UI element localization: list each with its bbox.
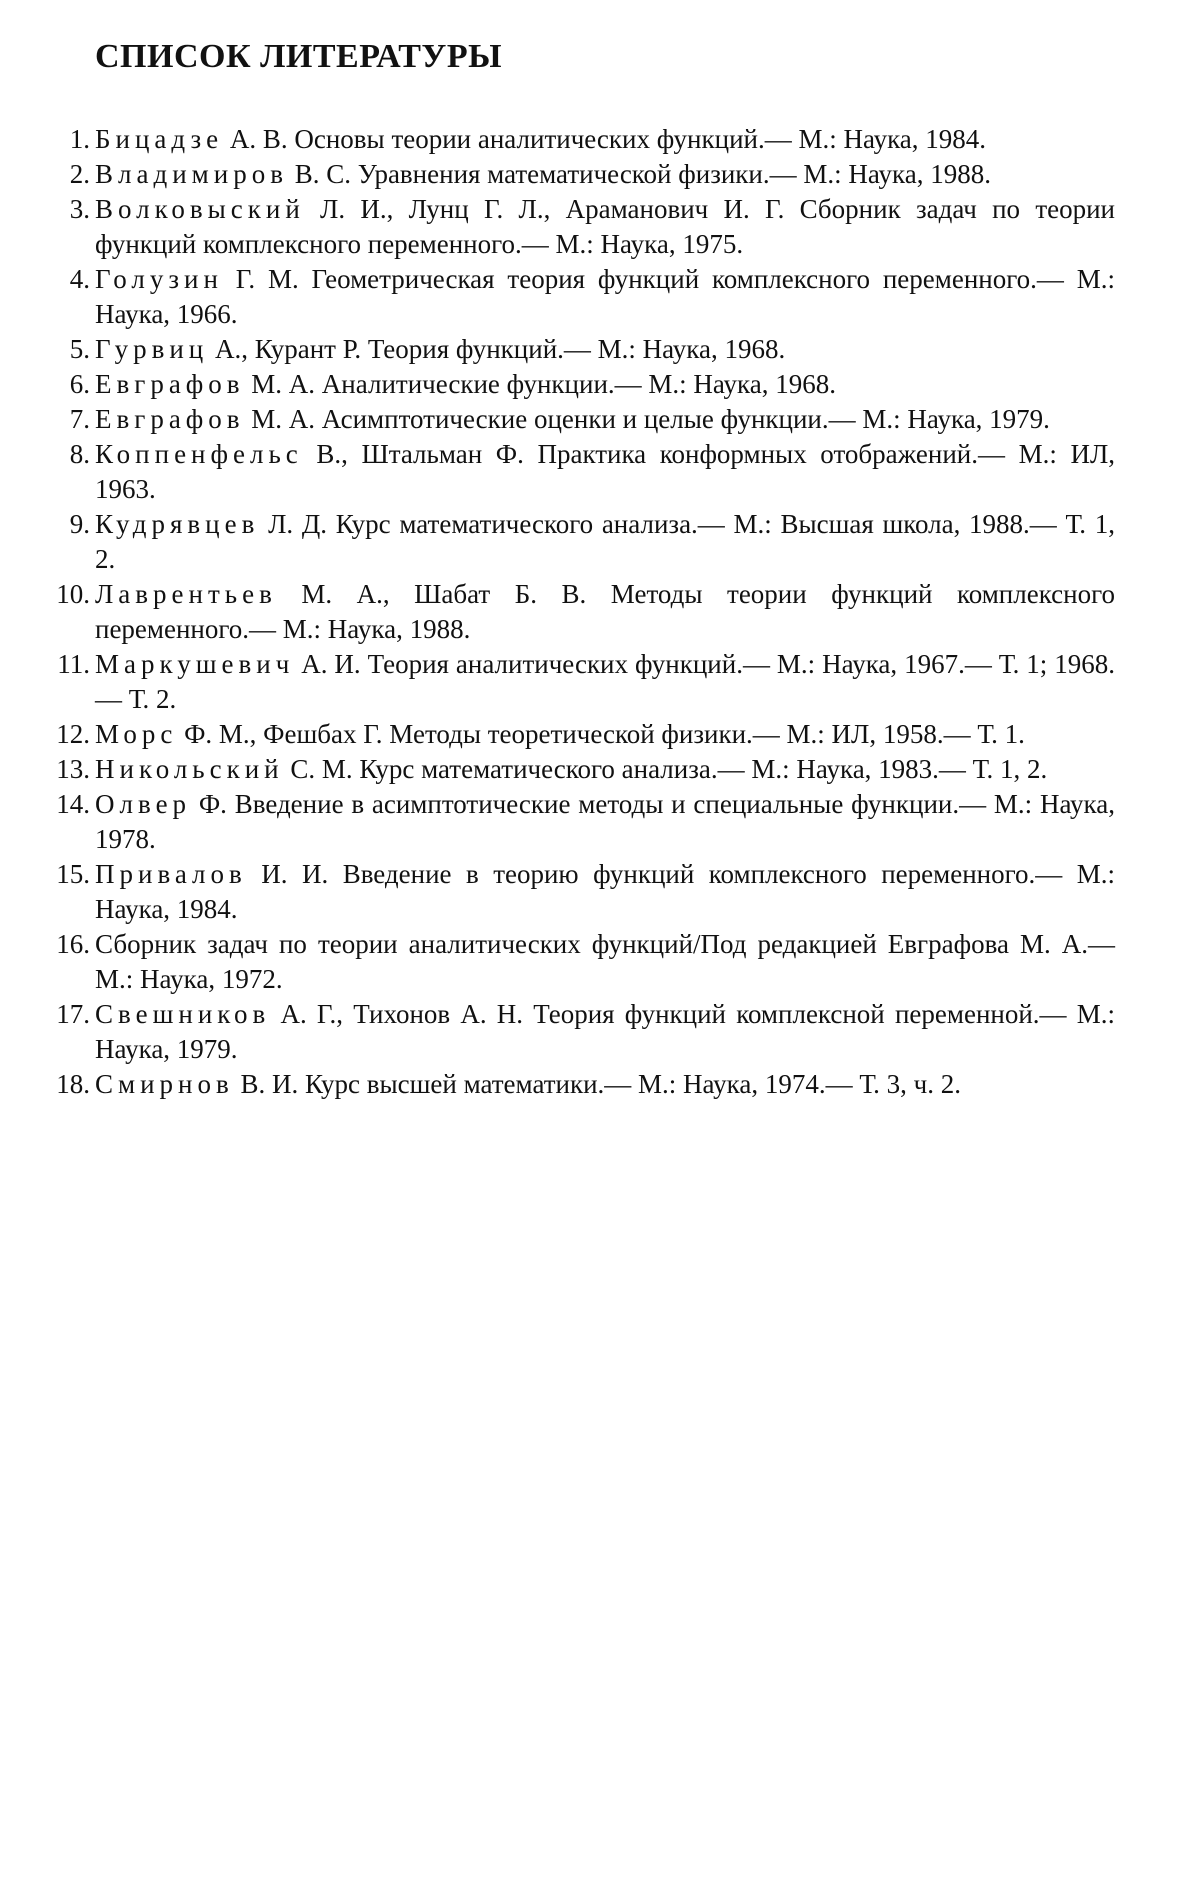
page-title: СПИСОК ЛИТЕРАТУРЫ (95, 38, 502, 76)
reference-number: 6. (40, 367, 90, 402)
reference-text: М. А., Шабат Б. В. Методы теории функций комплексного переменного.— М.: Наука, 1988. (95, 579, 1115, 644)
reference-author: Евграфов (95, 404, 245, 434)
reference-number: 8. (40, 437, 90, 472)
reference-item (40, 157, 1115, 192)
reference-list (40, 122, 1115, 1102)
reference-author: Бицадзе (95, 124, 223, 154)
reference-text: Сборник задач по теории аналитических функций/Под редакцией Евграфова М. А.— М.: Наука, 1972. (95, 929, 1115, 994)
reference-author: Свешников (95, 999, 270, 1029)
reference-item (40, 332, 1115, 367)
reference-text: С. М. Курс математического анализа.— М.: Наука, 1983.— Т. 1, 2. (290, 754, 1047, 784)
reference-number: 7. (40, 402, 90, 437)
reference-text: В. С. Уравнения математической физики.— М.: Наука, 1988. (295, 159, 991, 189)
reference-text: В., Штальман Ф. Практика конформных отображений.— М.: ИЛ, 1963. (95, 439, 1115, 504)
page (0, 0, 1200, 1899)
reference-item (40, 787, 1115, 857)
reference-number: 18. (40, 1067, 90, 1102)
reference-number: 17. (40, 997, 90, 1032)
reference-item (40, 367, 1115, 402)
reference-text: М. А. Аналитические функции.— М.: Наука, 1968. (251, 369, 836, 399)
reference-item (40, 927, 1115, 997)
reference-author: Привалов (95, 859, 247, 889)
reference-item (40, 752, 1115, 787)
reference-number: 9. (40, 507, 90, 542)
reference-author: Гурвиц (95, 334, 208, 364)
reference-author: Олвер (95, 789, 191, 819)
reference-author: Смирнов (95, 1069, 234, 1099)
reference-text: А. И. Теория аналитических функций.— М.: Наука, 1967.— Т. 1; 1968.— Т. 2. (95, 649, 1115, 714)
reference-number: 5. (40, 332, 90, 367)
reference-number: 15. (40, 857, 90, 892)
reference-text: А. Г., Тихонов А. Н. Теория функций комплексной переменной.— М.: Наука, 1979. (95, 999, 1115, 1064)
reference-text: М. А. Асимптотические оценки и целые функции.— М.: Наука, 1979. (251, 404, 1050, 434)
reference-number: 4. (40, 262, 90, 297)
reference-author: Морс (95, 719, 177, 749)
reference-text: Л. Д. Курс математического анализа.— М.: Высшая школа, 1988.— Т. 1, 2. (95, 509, 1115, 574)
reference-number: 10. (40, 577, 90, 612)
reference-number: 3. (40, 192, 90, 227)
reference-item (40, 192, 1115, 262)
reference-author: Никольский (95, 754, 284, 784)
reference-item (40, 122, 1115, 157)
reference-number: 11. (40, 647, 90, 682)
reference-author: Маркушевич (95, 649, 294, 679)
reference-number: 2. (40, 157, 90, 192)
reference-number: 14. (40, 787, 90, 822)
reference-text: Ф. Введение в асимптотические методы и специальные функции.— М.: Наука, 1978. (95, 789, 1115, 854)
reference-number: 12. (40, 717, 90, 752)
reference-text: Г. М. Геометрическая теория функций комплексного переменного.— М.: Наука, 1966. (95, 264, 1115, 329)
reference-number: 13. (40, 752, 90, 787)
reference-item (40, 577, 1115, 647)
reference-text: Л. И., Лунц Г. Л., Араманович И. Г. Сборник задач по теории функций комплексного переменного.— М.: Наука, 1975. (95, 194, 1115, 259)
reference-number: 16. (40, 927, 90, 962)
reference-item (40, 857, 1115, 927)
reference-item (40, 402, 1115, 437)
reference-author: Голузин (95, 264, 223, 294)
reference-number: 1. (40, 122, 90, 157)
reference-text: Ф. М., Фешбах Г. Методы теоретической физики.— М.: ИЛ, 1958.— Т. 1. (184, 719, 1025, 749)
reference-text: И. И. Введение в теорию функций комплексного переменного.— М.: Наука, 1984. (95, 859, 1115, 924)
reference-item (40, 997, 1115, 1067)
reference-item (40, 1067, 1115, 1102)
reference-item (40, 262, 1115, 332)
reference-author: Волковыский (95, 194, 305, 224)
reference-author: Лаврентьев (95, 579, 277, 609)
reference-item (40, 647, 1115, 717)
reference-text: В. И. Курс высшей математики.— М.: Наука, 1974.— Т. 3, ч. 2. (241, 1069, 961, 1099)
reference-author: Владимиров (95, 159, 288, 189)
reference-author: Евграфов (95, 369, 245, 399)
reference-author: Кудрявцев (95, 509, 259, 539)
reference-item (40, 717, 1115, 752)
reference-author: Коппенфельс (95, 439, 303, 469)
reference-item (40, 437, 1115, 507)
reference-text: А., Курант Р. Теория функций.— М.: Наука, 1968. (215, 334, 785, 364)
reference-item (40, 507, 1115, 577)
reference-text: А. В. Основы теории аналитических функций.— М.: Наука, 1984. (230, 124, 986, 154)
